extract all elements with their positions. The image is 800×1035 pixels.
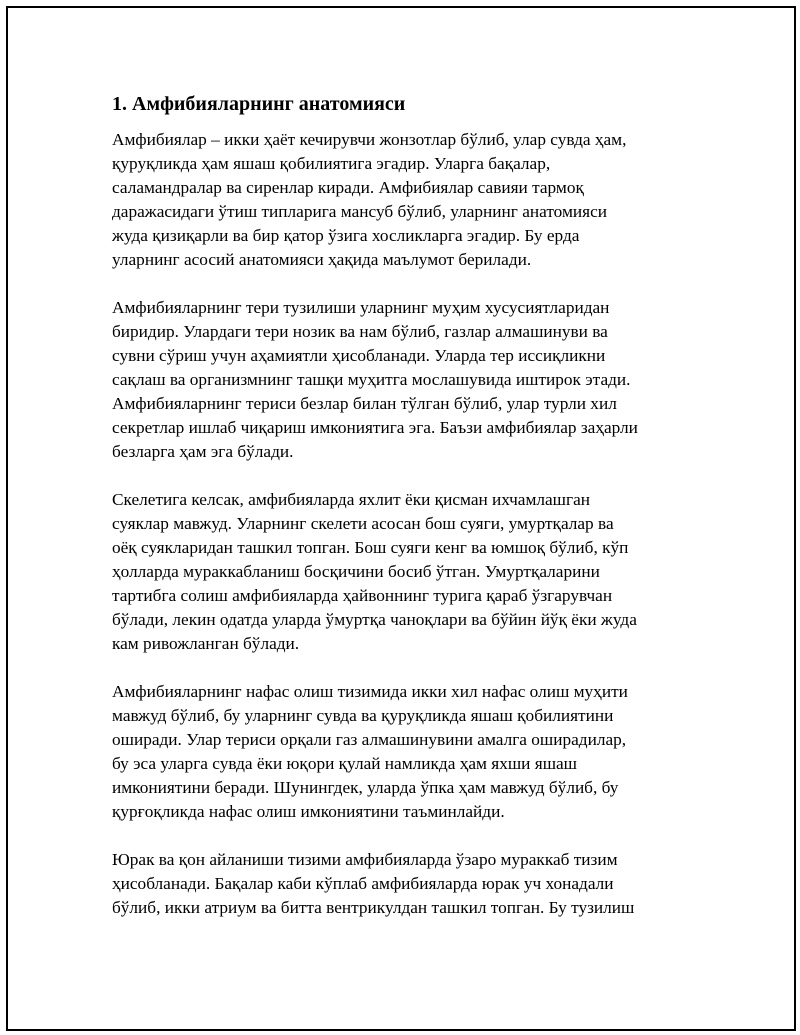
text-line: жуда қизиқарли ва бир қатор ўзига хосликларга эгадир. Бу ерда: [112, 226, 580, 245]
text-line: ҳисобланади. Бақалар каби кўплаб амфибияларда юрак уч хонадали: [112, 874, 614, 893]
text-line: саламандралар ва сиренлар киради. Амфибиялар савияи тармоқ: [112, 178, 584, 197]
text-line: оширади. Улар териси орқали газ алмашинувини амалга оширадилар,: [112, 730, 627, 749]
text-line: қуруқликда ҳам яшаш қобилиятига эгадир. Уларга бақалар,: [112, 154, 551, 173]
section-heading: 1. Амфибияларнинг анатомияси: [112, 93, 406, 115]
text-line: суяклар мавжуд. Уларнинг скелети асосан бош суяги, умуртқалар ва: [112, 514, 614, 533]
text-line: Амфибияларнинг нафас олиш тизимида икки хил нафас олиш муҳити: [112, 682, 628, 701]
paragraph-circulation: [112, 848, 684, 920]
text-line: даражасидаги ўтиш типларига мансуб бўлиб, уларнинг анатомияси: [112, 202, 608, 221]
text-line: бўлиб, икки атриум ва битта вентрикулдан ташкил топган. Бу тузилиш: [112, 898, 635, 917]
text-line: безларга ҳам эга бўлади.: [112, 442, 294, 461]
text-line: кам ривожланган бўлади.: [112, 634, 300, 653]
paragraph-intro: [112, 128, 684, 272]
text-line: сақлаш ва организмнинг ташқи муҳитга мослашувида иштирок этади.: [112, 370, 631, 389]
text-line: сувни сўриш учун аҳамиятли ҳисобланади. Уларда тер иссиқликни: [112, 346, 606, 365]
document-body: [112, 90, 684, 944]
text-line: биридир. Улардаги тери нозик ва нам бўлиб, газлар алмашинуви ва: [112, 322, 608, 341]
text-line: бўлади, лекин одатда уларда ўмуртқа чаноқлари ва бўйин йўқ ёки жуда: [112, 610, 637, 629]
text-line: Юрак ва қон айланиши тизими амфибияларда ўзаро мураккаб тизим: [112, 850, 618, 869]
text-line: бу эса уларга сувда ёки юқори қулай намликда ҳам яхши яшаш: [112, 754, 577, 773]
text-line: Амфибияларнинг териси безлар билан тўлган бўлиб, улар турли хил: [112, 394, 617, 413]
text-line: қурғоқликда нафас олиш имкониятини таъминлайди.: [112, 802, 505, 821]
text-line: Амфибияларнинг тери тузилиши уларнинг муҳим хусусиятларидан: [112, 298, 610, 317]
text-line: Скелетига келсак, амфибияларда яхлит ёки қисман ихчамлашган: [112, 490, 590, 509]
text-line: Амфибиялар – икки ҳаёт кечирувчи жонзотлар бўлиб, улар сувда ҳам,: [112, 130, 627, 149]
text-line: ҳолларда мураккабланиш босқичини босиб ўтган. Умуртқаларини: [112, 562, 600, 581]
paragraph-skin: [112, 296, 684, 464]
text-line: уларнинг асосий анатомияси ҳақида маълумот берилади.: [112, 250, 532, 269]
paragraph-respiration: [112, 680, 684, 824]
text-line: секретлар ишлаб чиқариш имкониятига эга. Баъзи амфибиялар заҳарли: [112, 418, 638, 437]
text-line: имкониятини беради. Шунингдек, уларда ўпка ҳам мавжуд бўлиб, бу: [112, 778, 619, 797]
text-line: мавжуд бўлиб, бу уларнинг сувда ва қуруқликда яшаш қобилиятини: [112, 706, 614, 725]
paragraph-skeleton: [112, 488, 684, 656]
text-line: оёқ суякларидан ташкил топган. Бош суяги кенг ва юмшоқ бўлиб, кўп: [112, 538, 629, 557]
text-line: тартибга солиш амфибияларда ҳайвоннинг турига қараб ўзгарувчан: [112, 586, 613, 605]
